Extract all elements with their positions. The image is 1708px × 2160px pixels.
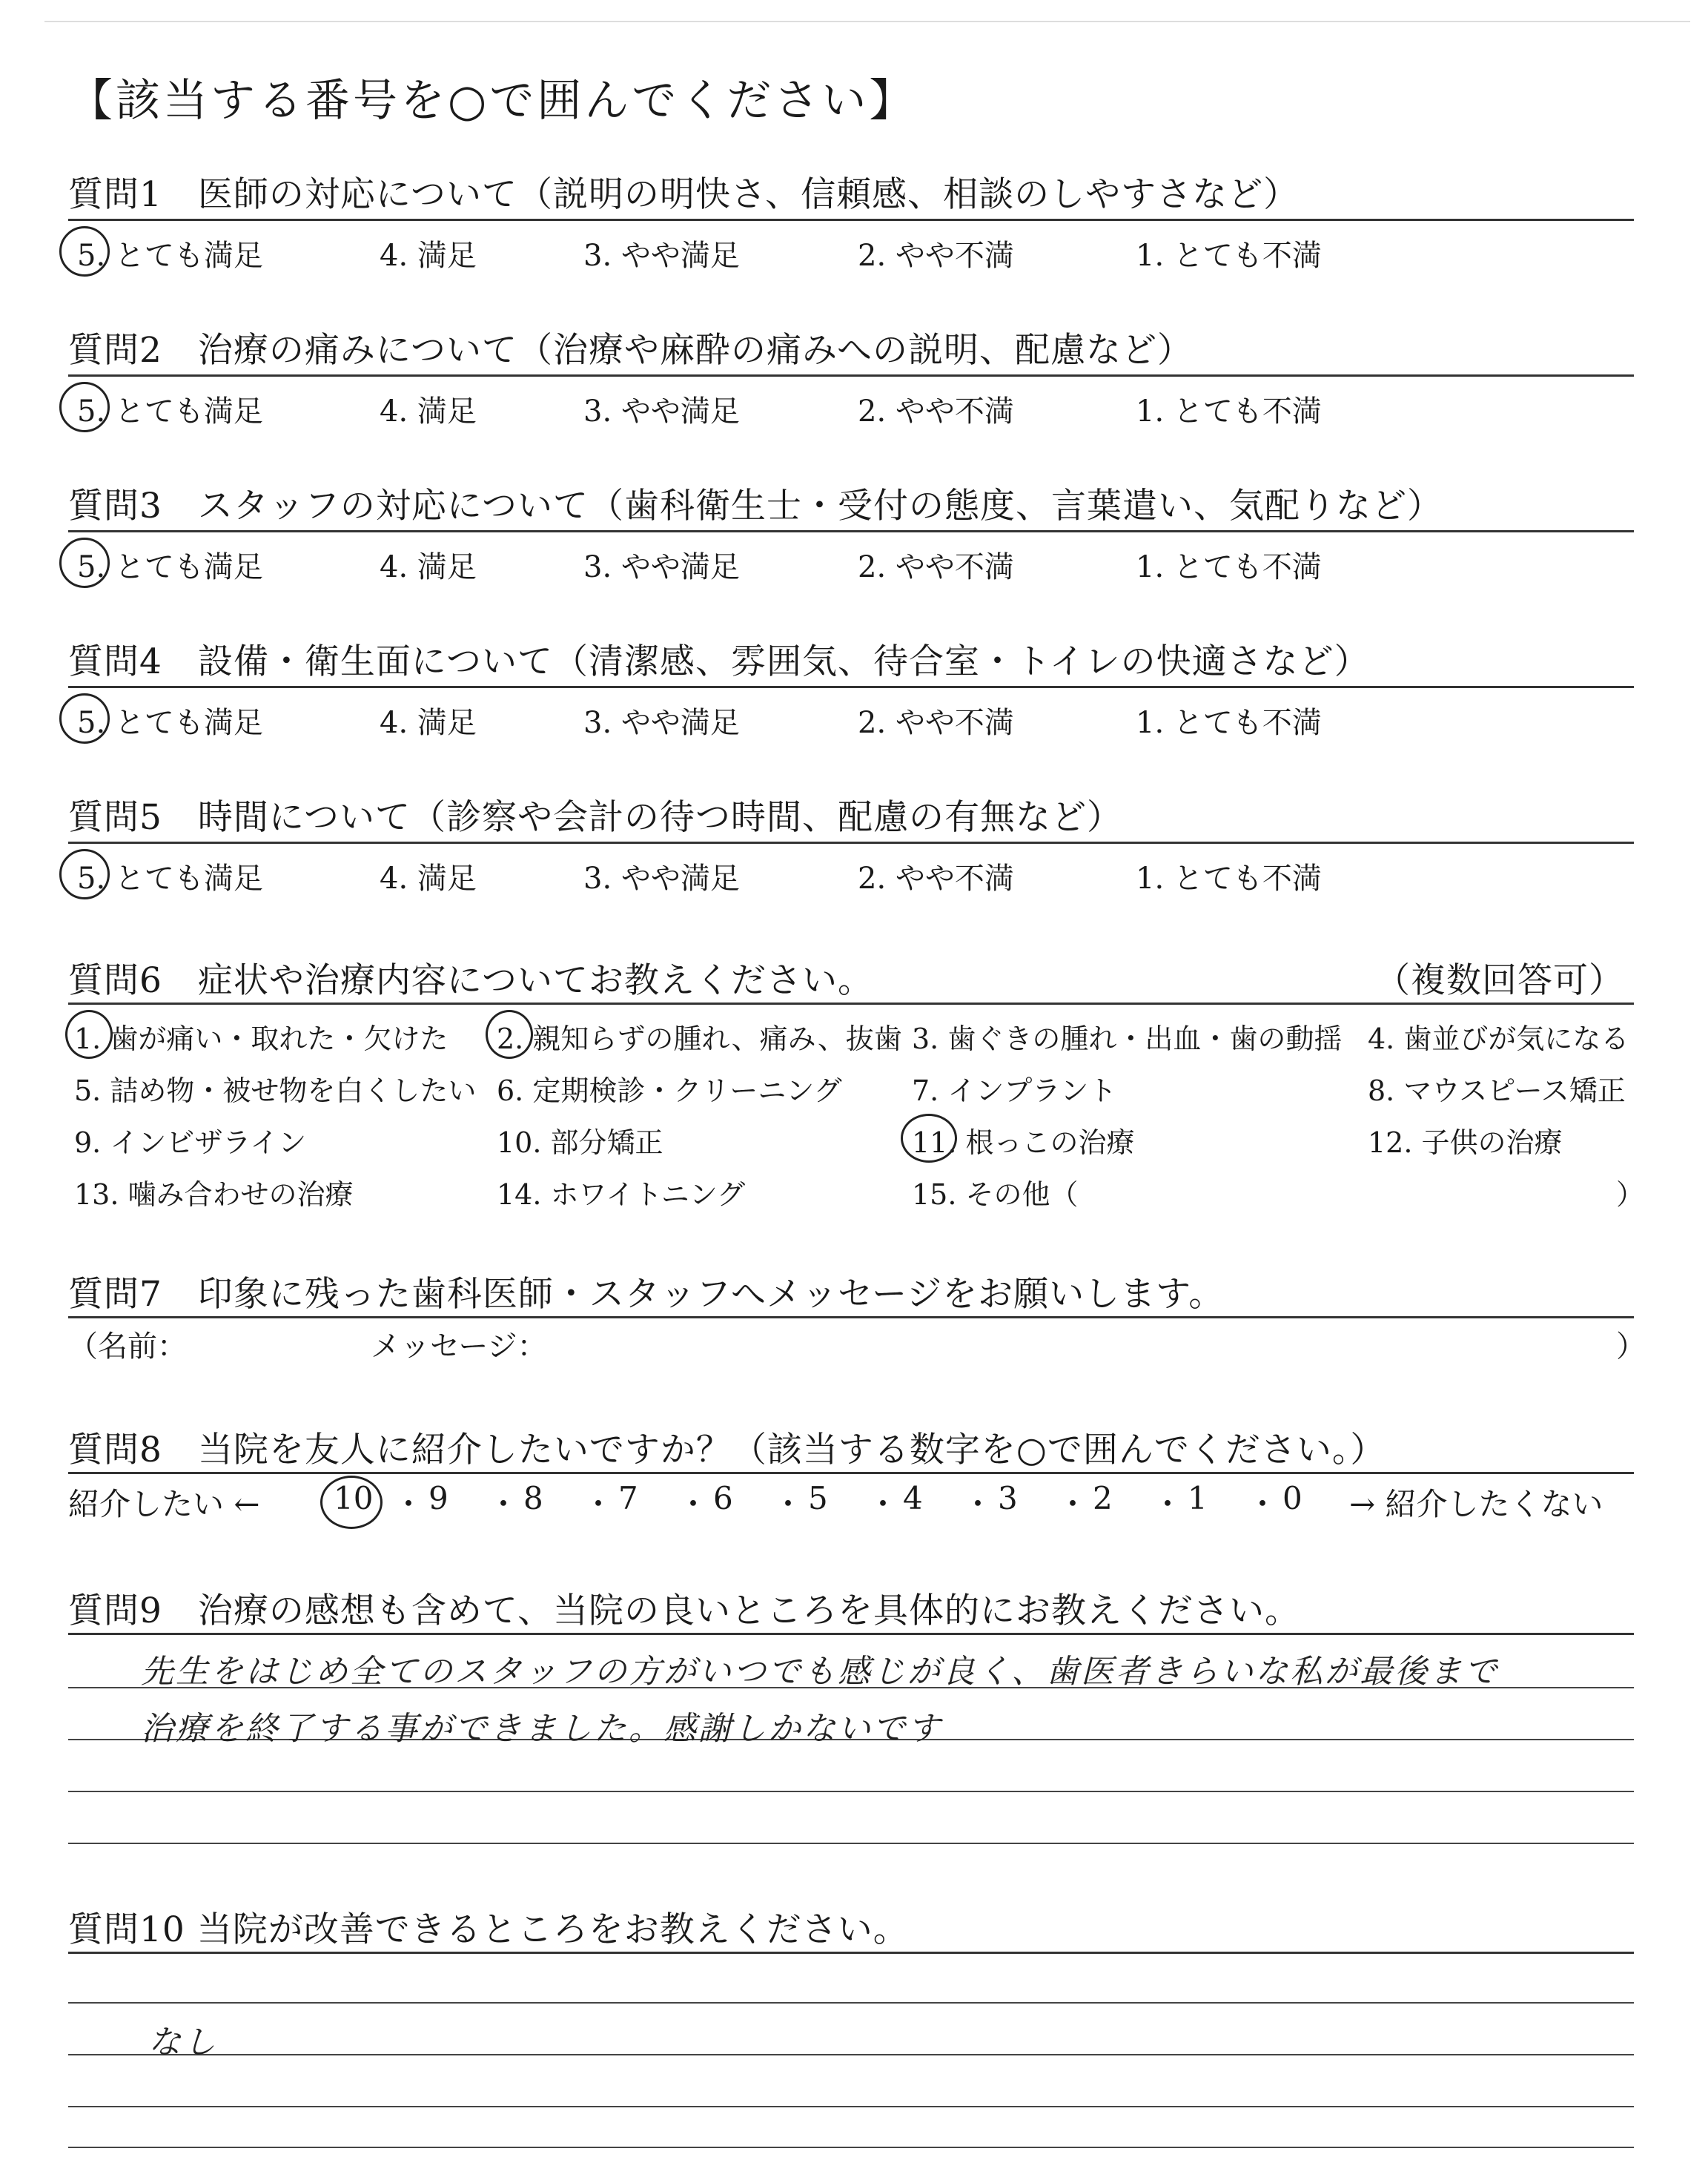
- q8-scale-10[interactable]: 10: [334, 1480, 374, 1516]
- q8-rule: [68, 1472, 1634, 1474]
- q8-scale-0[interactable]: 0: [1282, 1480, 1302, 1516]
- q4-option-4[interactable]: 4. 満足: [380, 706, 477, 740]
- q6-option-4[interactable]: 4. 歯並びが気になる: [1368, 1023, 1629, 1055]
- q9-answer-line-3: [68, 1791, 1634, 1792]
- q3-option-2[interactable]: 2. やや不満: [858, 550, 1014, 584]
- q6-selection-circle-1: [65, 1010, 113, 1059]
- q10-answer-line-4: [68, 2147, 1634, 2148]
- q6-option-10[interactable]: 10. 部分矯正: [497, 1126, 663, 1159]
- q6-option-8[interactable]: 8. マウスピース矯正: [1368, 1074, 1626, 1107]
- q8-selection-circle: [320, 1476, 383, 1529]
- q5-option-1[interactable]: 1. とても不満: [1136, 862, 1322, 896]
- q8-scale-separator: ・: [867, 1486, 899, 1522]
- q8-scale-7[interactable]: 7: [618, 1480, 638, 1516]
- q8-left-label: 紹介したい ←: [68, 1486, 260, 1522]
- q8-scale-8[interactable]: 8: [523, 1480, 543, 1516]
- q4-option-1[interactable]: 1. とても不満: [1136, 706, 1322, 740]
- q8-scale-2[interactable]: 2: [1093, 1480, 1113, 1516]
- q6-other-close-paren: ）: [1616, 1178, 1645, 1211]
- q4-option-3[interactable]: 3. やや満足: [583, 706, 740, 740]
- q2-title: 質問2 治療の痛みについて（治療や麻酔の痛みへの説明、配慮など）: [68, 330, 1194, 371]
- q6-option-15[interactable]: 15. その他（: [912, 1178, 1079, 1211]
- q7-title: 質問7 印象に残った歯科医師・スタッフへメッセージをお願いします。: [68, 1274, 1225, 1315]
- q8-scale-separator: ・: [1152, 1486, 1184, 1522]
- q1-selection-circle: [59, 226, 110, 277]
- q5-title: 質問5 時間について（診察や会計の待つ時間、配慮の有無など）: [68, 797, 1122, 838]
- q6-option-11[interactable]: 11. 根っこの治療: [912, 1126, 1135, 1159]
- q8-scale-6[interactable]: 6: [713, 1480, 733, 1516]
- q1-title: 質問1 医師の対応について（説明の明快さ、信頼感、相談のしやすさなど）: [68, 174, 1300, 215]
- q6-selection-circle-2: [486, 1010, 533, 1059]
- q5-selection-circle: [59, 849, 110, 899]
- q1-option-1[interactable]: 1. とても不満: [1136, 239, 1322, 273]
- q9-handwritten-answer-2: 治療を終了する事ができました。感謝しかないです: [141, 1710, 942, 1748]
- q8-scale-separator: ・: [393, 1486, 425, 1522]
- q10-handwritten-answer: なし: [148, 2024, 218, 2061]
- q8-scale-separator: ・: [1057, 1486, 1089, 1522]
- q6-option-5[interactable]: 5. 詰め物・被せ物を白くしたい: [74, 1074, 477, 1107]
- q2-option-4[interactable]: 4. 満足: [380, 394, 477, 429]
- q9-title: 質問9 治療の感想も含めて、当院の良いところを具体的にお教えください。: [68, 1591, 1300, 1631]
- q3-option-1[interactable]: 1. とても不満: [1136, 550, 1322, 584]
- q4-selection-circle: [59, 693, 110, 744]
- q8-scale-3[interactable]: 3: [998, 1480, 1018, 1516]
- q10-rule: [68, 1952, 1634, 1954]
- q6-option-6[interactable]: 6. 定期検診・クリーニング: [497, 1074, 842, 1107]
- scan-top-edge: [44, 21, 1690, 22]
- q5-option-5[interactable]: 5. とても満足: [77, 862, 263, 896]
- q6-option-1[interactable]: 1. 歯が痛い・取れた・欠けた: [74, 1023, 448, 1055]
- q1-rule: [68, 219, 1634, 221]
- q3-option-5[interactable]: 5. とても満足: [77, 550, 263, 584]
- q3-option-3[interactable]: 3. やや満足: [583, 550, 740, 584]
- q8-scale-9[interactable]: 9: [428, 1480, 448, 1516]
- q4-option-5[interactable]: 5. とても満足: [77, 706, 263, 740]
- q6-note: （複数回答可）: [1375, 960, 1624, 1001]
- q8-scale-separator: ・: [583, 1486, 615, 1522]
- q2-option-2[interactable]: 2. やや不満: [858, 394, 1014, 429]
- q8-scale-1[interactable]: 1: [1188, 1480, 1208, 1516]
- q6-option-14[interactable]: 14. ホワイトニング: [497, 1178, 746, 1211]
- q6-title: 質問6 症状や治療内容についてお教えください。: [68, 960, 873, 1001]
- q6-option-3[interactable]: 3. 歯ぐきの腫れ・出血・歯の動揺: [912, 1023, 1343, 1055]
- q5-option-3[interactable]: 3. やや満足: [583, 862, 740, 896]
- q2-option-1[interactable]: 1. とても不満: [1136, 394, 1322, 429]
- q9-answer-line-4: [68, 1843, 1634, 1844]
- q8-scale-separator: ・: [1247, 1486, 1279, 1522]
- q1-option-4[interactable]: 4. 満足: [380, 239, 477, 273]
- q1-option-5[interactable]: 5. とても満足: [77, 239, 263, 273]
- q6-option-9[interactable]: 9. インビザライン: [74, 1126, 307, 1159]
- page-title: 【該当する番号を○で囲んでください】: [68, 75, 917, 127]
- q3-selection-circle: [59, 538, 110, 588]
- q6-selection-circle-11: [901, 1114, 957, 1163]
- q5-rule: [68, 842, 1634, 844]
- q2-option-3[interactable]: 3. やや満足: [583, 394, 740, 429]
- q8-scale-separator: ・: [962, 1486, 994, 1522]
- q2-selection-circle: [59, 382, 110, 432]
- q5-option-2[interactable]: 2. やや不満: [858, 862, 1014, 896]
- q8-right-label: → 紹介したくない: [1349, 1486, 1603, 1522]
- q7-rule: [68, 1316, 1634, 1318]
- q9-handwritten-answer-1: 先生をはじめ全てのスタッフの方がいつでも感じが良く、歯医者きらいな私が最後まで: [141, 1653, 1500, 1691]
- q10-answer-line-3: [68, 2106, 1634, 2107]
- q6-option-13[interactable]: 13. 噛み合わせの治療: [74, 1178, 354, 1211]
- q8-scale-5[interactable]: 5: [808, 1480, 828, 1516]
- q6-option-12[interactable]: 12. 子供の治療: [1368, 1126, 1563, 1159]
- q4-option-2[interactable]: 2. やや不満: [858, 706, 1014, 740]
- q5-option-4[interactable]: 4. 満足: [380, 862, 477, 896]
- q10-title: 質問10 当院が改善できるところをお教えください。: [68, 1909, 909, 1950]
- q7-name-label: （名前：: [68, 1330, 187, 1364]
- q1-option-2[interactable]: 2. やや不満: [858, 239, 1014, 273]
- q3-rule: [68, 530, 1634, 532]
- q8-title: 質問8 当院を友人に紹介したいですか？（該当する数字を○で囲んでください。）: [68, 1430, 1386, 1470]
- q8-scale-separator: ・: [772, 1486, 804, 1522]
- q4-title: 質問4 設備・衛生面について（清潔感、雰囲気、待合室・トイレの快適さなど）: [68, 641, 1370, 682]
- q10-answer-line-1: [68, 2002, 1634, 2004]
- q3-title: 質問3 スタッフの対応について（歯科衛生士・受付の態度、言葉遣い、気配りなど）: [68, 486, 1443, 526]
- q1-option-3[interactable]: 3. やや満足: [583, 239, 740, 273]
- q2-rule: [68, 374, 1634, 377]
- q7-message-label: メッセージ：: [371, 1330, 547, 1364]
- q6-option-2[interactable]: 2. 親知らずの腫れ、痛み、抜歯: [497, 1023, 902, 1055]
- q8-scale-4[interactable]: 4: [903, 1480, 923, 1516]
- q4-rule: [68, 686, 1634, 688]
- q8-scale-separator: ・: [488, 1486, 520, 1522]
- q3-option-4[interactable]: 4. 満足: [380, 550, 477, 584]
- q7-close-paren: ）: [1616, 1330, 1646, 1364]
- q9-rule: [68, 1633, 1634, 1635]
- q10-answer-line-2: [68, 2054, 1634, 2055]
- q6-rule: [68, 1003, 1634, 1005]
- q8-scale-separator: ・: [678, 1486, 709, 1522]
- q2-option-5[interactable]: 5. とても満足: [77, 394, 263, 429]
- q6-option-7[interactable]: 7. インプラント: [912, 1074, 1117, 1107]
